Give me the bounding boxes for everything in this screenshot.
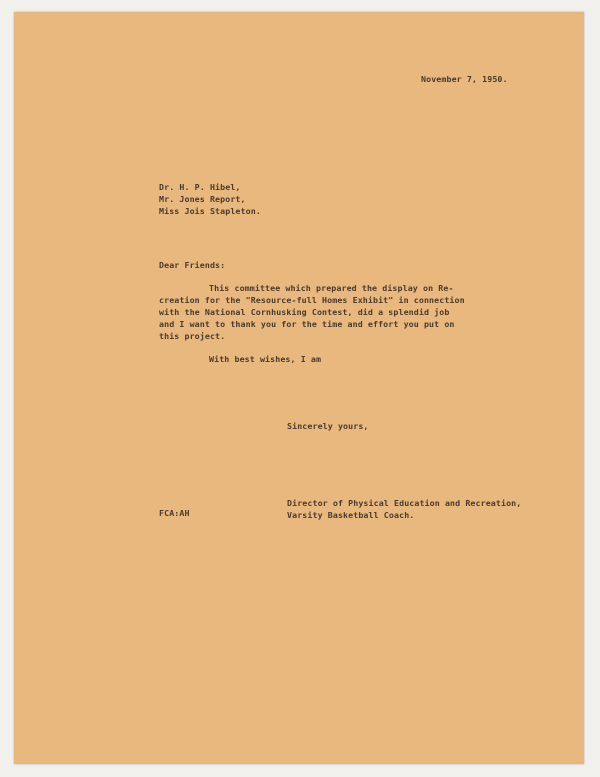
complimentary-close: Sincerely yours, [287,421,369,431]
body-line-5: this project. [159,331,226,341]
closing-line: With best wishes, I am [209,354,322,364]
body-line-4: and I want to thank you for the time and effort you put on [159,319,455,329]
signature-title-1: Director of Physical Education and Recreation, [287,498,522,508]
reference-initials: FCA:AH [159,508,190,518]
body-line-1: This committee which prepared the display on Re- [209,283,454,293]
recipient-2: Mr. Jones Report, [159,194,246,204]
body-line-2: creation for the "Resource-full Homes Exhibit" in connection [159,295,465,305]
recipient-1: Dr. H. P. Hibel, [159,182,241,192]
body-line-3: with the National Cornhusking Contest, did a splendid job [159,307,450,317]
recipient-3: Miss Jois Stapleton. [159,206,261,216]
letter-sheet [14,12,584,764]
letter-date: November 7, 1950. [421,74,508,84]
signature-title-2: Varsity Basketball Coach. [287,510,415,520]
salutation: Dear Friends: [159,260,226,270]
